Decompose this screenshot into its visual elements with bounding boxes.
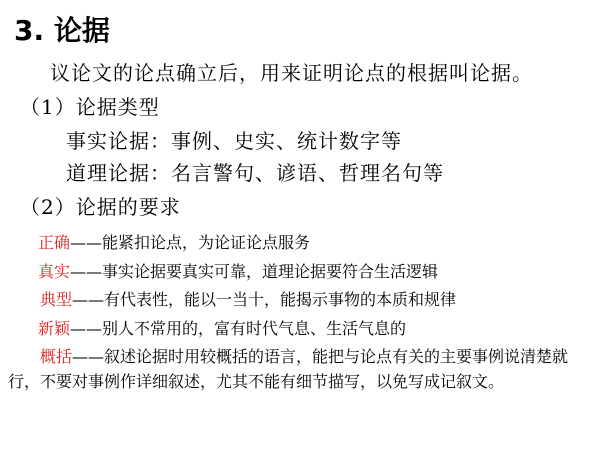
- heading-number: 3.: [14, 14, 45, 47]
- requirement-desc: 别人不常用的，富有时代气息、生活气息的: [102, 319, 407, 338]
- section-heading: [14, 14, 110, 48]
- subheading-requirements: （2）论据的要求: [20, 195, 181, 219]
- requirement-dash: ——: [72, 290, 105, 309]
- requirement-novel: [38, 318, 406, 340]
- requirement-dash: ——: [70, 262, 103, 281]
- requirement-correct: [38, 232, 310, 254]
- evidence-type-reason: 道理论据：名言警句、谚语、哲理名句等: [66, 161, 444, 185]
- requirement-term: 典型: [40, 290, 73, 309]
- heading-title: 论据: [53, 14, 110, 47]
- definition-text: 议论文的论点确立后，用来证明论点的根据叫论据。: [50, 61, 533, 85]
- requirement-dash: ——: [72, 347, 105, 366]
- requirement-desc: 有代表性，能以一当十，能揭示事物的本质和规律: [104, 290, 457, 309]
- requirement-concise: [8, 344, 594, 394]
- requirement-term: 真实: [38, 262, 71, 281]
- requirement-typical: [40, 289, 456, 311]
- requirement-desc: 事实论据要真实可靠，道理论据要符合生活逻辑: [102, 262, 439, 281]
- requirement-desc: 叙述论据时用较概括的语言，能把与论点有关的主要事例说清楚就行，不要对事例作详细叙述，尤其不能有细节描写，以免写成记叙文。: [8, 347, 569, 391]
- subheading-types: （1）论据类型: [20, 95, 160, 119]
- requirement-true: [38, 261, 438, 283]
- requirement-term: 概括: [40, 347, 73, 366]
- requirement-dash: ——: [70, 319, 103, 338]
- evidence-type-fact: 事实论据：事例、史实、统计数字等: [66, 129, 402, 153]
- requirement-desc: 能紧扣论点，为论证论点服务: [102, 233, 311, 252]
- requirement-dash: ——: [70, 233, 103, 252]
- requirement-term: 正确: [38, 233, 71, 252]
- requirement-term: 新颖: [38, 319, 71, 338]
